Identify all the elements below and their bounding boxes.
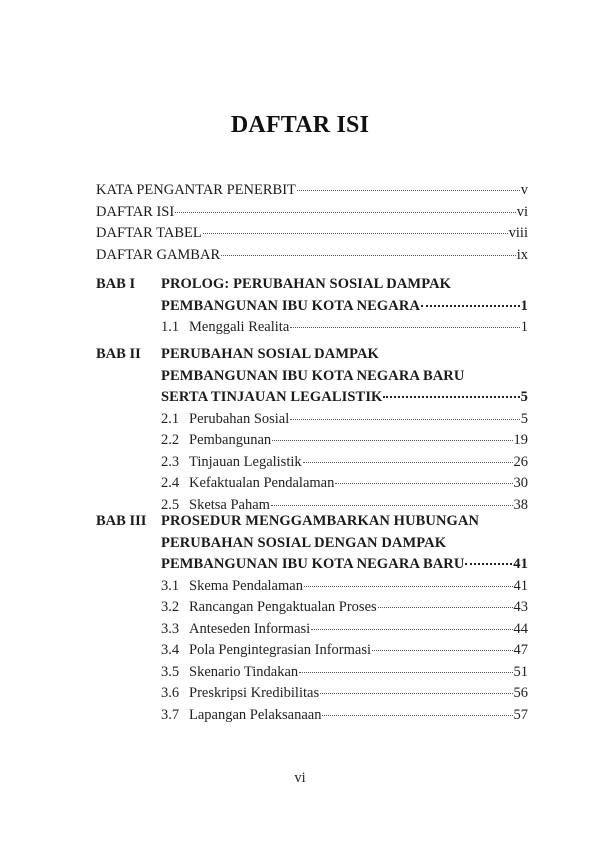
chapter-number: BAB I	[96, 276, 136, 292]
chapter-page: 41	[513, 556, 528, 572]
toc-entry-label: DAFTAR TABEL	[96, 225, 202, 241]
dot-leader	[303, 461, 513, 463]
section-label: Perubahan Sosial	[189, 410, 290, 427]
section-number: 2.4	[161, 475, 180, 491]
section-entry[interactable]	[161, 578, 528, 600]
dot-leader	[271, 504, 513, 506]
toc-entry-page: vi	[516, 203, 528, 220]
section-number: 3.2	[161, 599, 180, 615]
toc-entry-label: DAFTAR GAMBAR	[96, 246, 221, 263]
toc-entry-daftar-isi[interactable]	[96, 204, 528, 226]
section-entry[interactable]	[161, 685, 528, 707]
dot-leader	[335, 482, 512, 484]
toc-entry-kata-pengantar[interactable]	[96, 182, 528, 204]
section-label: Preskripsi Kredibilitas	[189, 685, 320, 701]
section-page: 19	[513, 432, 528, 448]
toc-entry-daftar-gambar[interactable]	[96, 247, 528, 269]
chapter-title-entry[interactable]	[161, 389, 528, 411]
chapter-page: 5	[520, 389, 528, 405]
page-number: vi	[294, 770, 306, 786]
section-label: Pola Pengintegrasian Informasi	[189, 642, 372, 658]
chapter-title-line: PERUBAHAN SOSIAL DENGAN DAMPAK	[161, 534, 447, 551]
dot-leader	[378, 606, 513, 608]
chapter-number: BAB II	[96, 346, 141, 362]
section-number: 1.1	[161, 319, 180, 335]
section-label: Skema Pendalaman	[189, 577, 303, 594]
section-page: 41	[513, 577, 528, 594]
dot-leader	[290, 418, 519, 420]
section-label: Kefaktualan Pendalaman	[189, 475, 335, 491]
dot-leader	[465, 562, 512, 565]
chapter-title-line: PERUBAHAN SOSIAL DAMPAK	[161, 346, 379, 362]
chapter-body	[161, 513, 528, 728]
section-page: 43	[513, 599, 528, 615]
section-number: 3.1	[161, 577, 180, 594]
section-page: 56	[513, 685, 528, 701]
section-label: Tinjauan Legalistik	[189, 453, 302, 470]
section-page: 51	[513, 663, 528, 680]
section-number: 2.2	[161, 432, 180, 448]
dot-leader	[320, 692, 512, 694]
chapter-title-line: PROSEDUR MENGGAMBARKAN HUBUNGAN	[161, 513, 480, 529]
toc-entry-daftar-tabel[interactable]	[96, 225, 528, 247]
section-entry[interactable]	[161, 319, 528, 341]
section-label: Anteseden Informasi	[189, 620, 311, 637]
chapter-title-line: PROLOG: PERUBAHAN SOSIAL DAMPAK	[161, 276, 452, 292]
section-page: 47	[513, 642, 528, 658]
toc-entry-page: v	[520, 182, 528, 198]
section-label: Sketsa Paham	[189, 496, 270, 513]
section-label: Menggali Realita	[189, 319, 290, 335]
dot-leader	[203, 232, 508, 234]
toc-entry-label: KATA PENGANTAR PENERBIT	[96, 182, 296, 198]
dot-leader	[372, 649, 512, 651]
section-label: Skenario Tindakan	[189, 663, 299, 680]
section-entry[interactable]	[161, 432, 528, 454]
section-page: 30	[513, 475, 528, 491]
dot-leader	[421, 304, 520, 307]
section-entry[interactable]	[161, 707, 528, 729]
dot-leader	[175, 211, 516, 213]
chapter-page: 1	[520, 297, 528, 314]
section-number: 3.3	[161, 620, 180, 637]
section-number: 3.6	[161, 685, 180, 701]
section-number: 3.7	[161, 706, 180, 723]
chapter-title-entry[interactable]	[161, 298, 528, 320]
dot-leader	[297, 189, 520, 191]
section-entry[interactable]	[161, 411, 528, 433]
section-entry[interactable]	[161, 454, 528, 476]
section-entry[interactable]	[161, 664, 528, 686]
dot-leader	[311, 628, 512, 630]
section-page: 26	[513, 453, 528, 470]
dot-leader	[299, 671, 512, 673]
chapter-body	[161, 276, 528, 341]
chapter-number: BAB III	[96, 513, 147, 529]
section-page: 5	[520, 410, 528, 427]
section-number: 3.5	[161, 663, 180, 680]
dot-leader	[290, 326, 519, 328]
section-number: 2.5	[161, 496, 180, 513]
section-page: 44	[513, 620, 528, 637]
section-entry[interactable]	[161, 599, 528, 621]
section-number: 3.4	[161, 642, 180, 658]
section-entry[interactable]	[161, 621, 528, 643]
chapter-title-line: PEMBANGUNAN IBU KOTA NEGARA BARU	[161, 367, 465, 384]
toc-entry-page: viii	[508, 225, 528, 241]
section-label: Pembangunan	[189, 432, 272, 448]
chapter-title-line: PEMBANGUNAN IBU KOTA NEGARA BARU	[161, 556, 465, 572]
dot-leader	[272, 439, 512, 441]
section-page: 57	[513, 706, 528, 723]
dot-leader	[304, 585, 513, 587]
dot-leader	[383, 395, 519, 398]
section-label: Rancangan Pengaktualan Proses	[189, 599, 377, 615]
section-number: 2.1	[161, 410, 180, 427]
section-label: Lapangan Pelaksanaan	[189, 706, 322, 723]
chapter-title-line: SERTA TINJAUAN LEGALISTIK	[161, 389, 383, 405]
page-title: DAFTAR ISI	[230, 112, 370, 138]
section-page: 38	[513, 496, 528, 513]
chapter-body	[161, 346, 528, 518]
chapter-title-line: PEMBANGUNAN IBU KOTA NEGARA	[161, 297, 421, 314]
dot-leader	[322, 714, 512, 716]
toc-entry-page: ix	[516, 246, 528, 263]
front-matter-list	[96, 182, 528, 268]
section-number: 2.3	[161, 453, 180, 470]
section-page: 1	[520, 319, 528, 335]
section-entry[interactable]	[161, 475, 528, 497]
dot-leader	[221, 254, 516, 256]
chapter-title-entry[interactable]	[161, 556, 528, 578]
toc-entry-label: DAFTAR ISI	[96, 203, 175, 220]
section-entry[interactable]	[161, 642, 528, 664]
